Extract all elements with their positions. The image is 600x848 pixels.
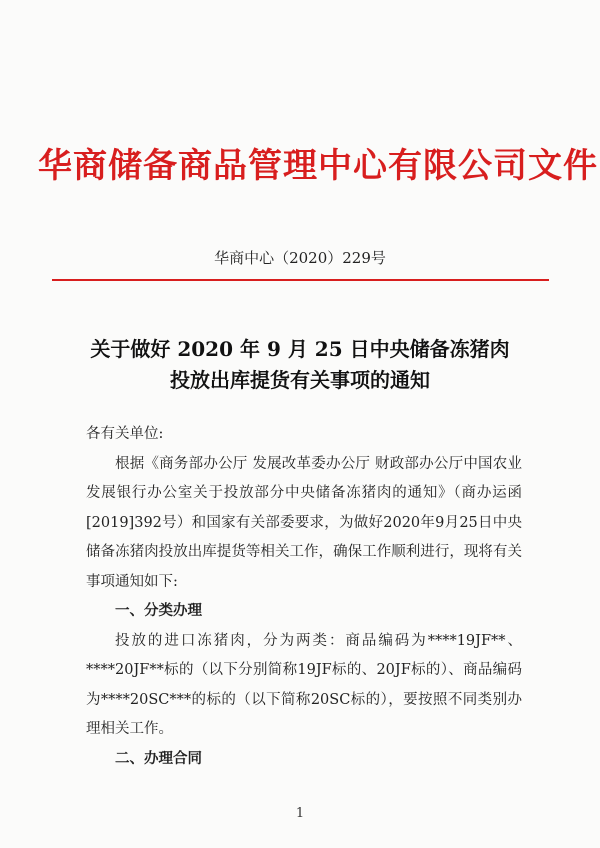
intro-paragraph: 根据《商务部办公厅 发展改革委办公厅 财政部办公厅中国农业发展银行办公室关于投放部分中央储备冻猪肉的通知》（商办运函[2019]392号）和国家有关部委要求，为做好2020年9月25日中央储备冻猪肉投放出库提货等相关工作，确保工作顺利进行，现将有关事项通知如下:: [86, 455, 522, 590]
salutation: 各有关单位:: [86, 426, 164, 442]
notice-body: [86, 420, 522, 774]
section-1-paragraph: 投放的进口冻猪肉，分为两类：商品编码为****19JF**、****20JF**标的（以下分别简称19JF标的、20JF标的）、商品编码为****20SC***的标的（以下简称20SC标的），要按照不同类别办理相关工作。: [86, 632, 522, 737]
section-1-heading: 一、分类办理: [115, 603, 202, 619]
page-number: 1: [295, 806, 305, 821]
document-number: 华商中心（2020）229号: [214, 249, 386, 267]
notice-title: [0, 334, 600, 396]
section-2-heading: 二、办理合同: [115, 750, 202, 767]
red-divider-line: [52, 279, 549, 281]
document-header-title: 华商储备商品管理中心有限公司文件: [38, 146, 598, 186]
notice-title-line-2: 投放出库提货有关事项的通知: [170, 368, 430, 392]
notice-title-line-1: 关于做好 2020 年 9 月 25 日中央储备冻猪肉: [90, 337, 510, 361]
